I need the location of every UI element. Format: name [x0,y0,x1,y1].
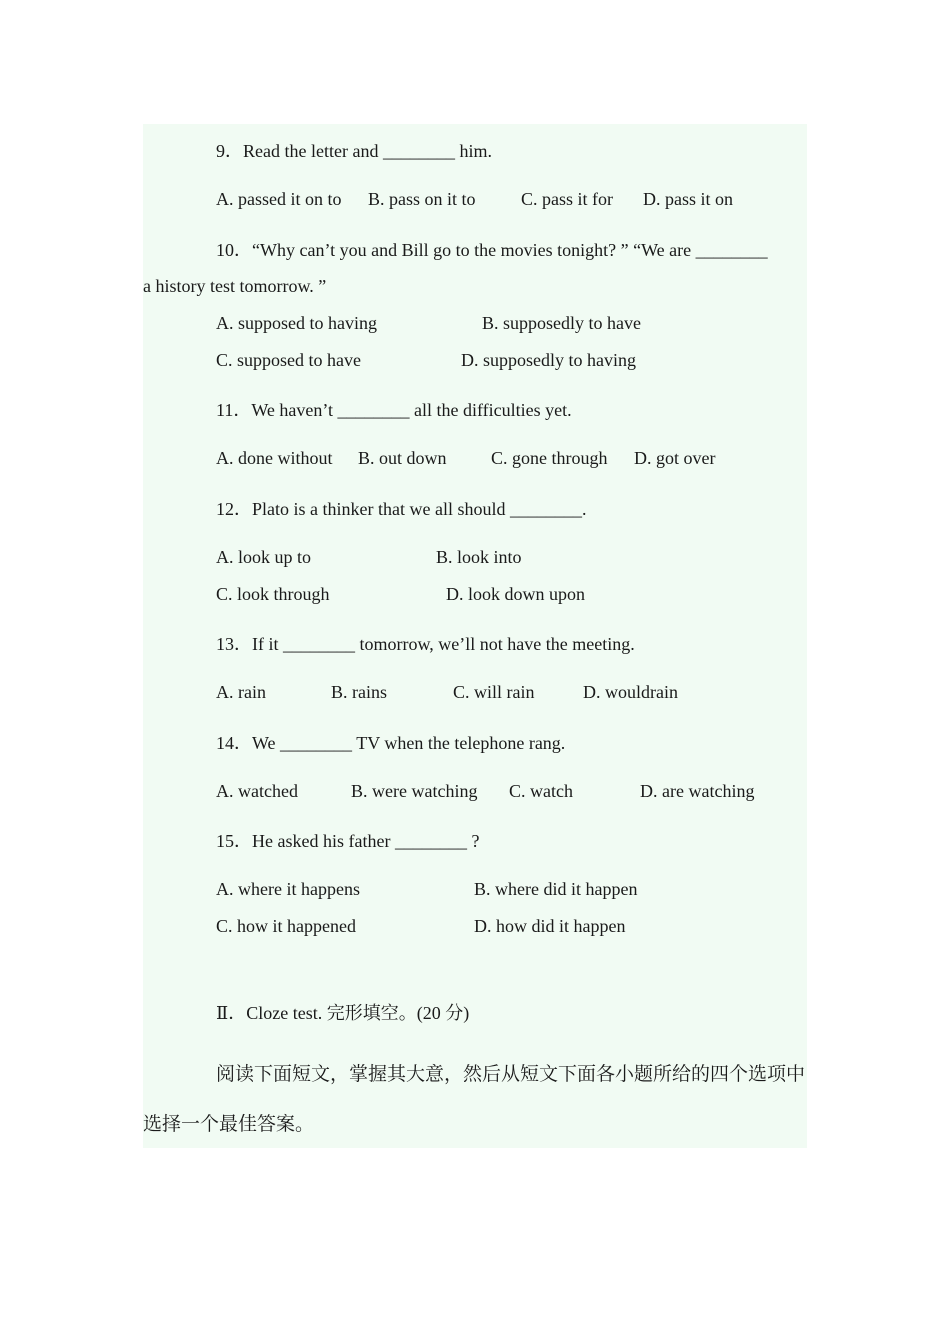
question-13-stem: 13．If it ________ tomorrow, we’ll not have the meeting. [216,634,635,654]
question-12-option-d: D. look down upon [446,584,585,604]
section-2-instruction-line2: 选择一个最佳答案。 [143,1114,315,1135]
question-13-option-a: A. rain [216,682,266,702]
question-14-option-c: C. watch [509,781,573,801]
question-12-option-a: A. look up to [216,547,312,567]
question-14-option-d: D. are watching [640,781,755,801]
question-9-option-c: C. pass it for [521,189,613,209]
question-10-stem-line1: 10．“Why can’t you and Bill go to the movies tonight? ” “We are ________ [216,240,768,260]
question-11-option-d: D. got over [634,448,716,468]
question-12-stem: 12．Plato is a thinker that we all should ________. [216,499,587,519]
question-9-option-a: A. passed it on to [216,189,342,209]
question-13-option-d: D. wouldrain [583,682,678,702]
question-10-option-d: D. supposedly to having [461,350,636,370]
question-15-option-a: A. where it happens [216,879,360,899]
question-15-option-c: C. how it happened [216,916,356,936]
question-14-stem: 14．We ________ TV when the telephone rang. [216,733,566,753]
question-11-option-c: C. gone through [491,448,608,468]
question-12-option-c: C. look through [216,584,330,604]
section-2-instruction-line1: 阅读下面短文，掌握其大意，然后从短文下面各小题所给的四个选项中 [216,1064,806,1085]
question-10-stem-line2: a history test tomorrow. ” [143,276,327,296]
question-13-option-c: C. will rain [453,682,535,702]
question-11-option-a: A. done without [216,448,333,468]
question-11-stem: 11．We haven’t ________ all the difficulties yet. [216,400,572,420]
question-14-option-a: A. watched [216,781,298,801]
question-13-option-b: B. rains [331,682,387,702]
question-10-option-c: C. supposed to have [216,350,361,370]
question-14-option-b: B. were watching [351,781,478,801]
question-15-stem: 15．He asked his father ________ ? [216,831,480,851]
question-12-option-b: B. look into [436,547,522,567]
question-10-option-a: A. supposed to having [216,313,377,333]
question-10-option-b: B. supposedly to have [482,313,641,333]
question-9-stem: 9．Read the letter and ________ him. [216,141,492,161]
question-9-option-b: B. pass on it to [368,189,476,209]
question-9-option-d: D. pass it on [643,189,733,209]
question-11-option-b: B. out down [358,448,447,468]
question-15-option-b: B. where did it happen [474,879,638,899]
question-15-option-d: D. how did it happen [474,916,626,936]
section-2-heading: Ⅱ．Cloze test. 完形填空。(20 分) [216,1003,470,1023]
